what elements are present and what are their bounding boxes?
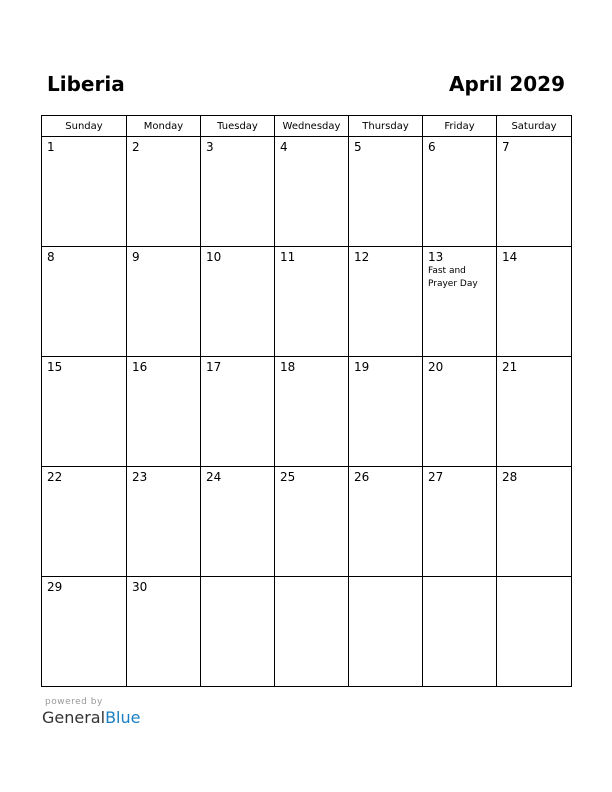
day-cell — [127, 247, 201, 357]
day-cell — [349, 357, 423, 467]
day-number: 21 — [502, 360, 518, 374]
day-number — [497, 577, 571, 580]
day-number: 4 — [280, 140, 288, 154]
week-row — [42, 247, 572, 357]
day-number: 25 — [280, 470, 296, 484]
day-number: 10 — [206, 250, 222, 264]
day-number: 29 — [47, 580, 63, 594]
day-number: 11 — [280, 250, 296, 264]
day-number: 16 — [132, 360, 148, 374]
day-cell — [275, 357, 349, 467]
weekday-sunday: Sunday — [42, 116, 127, 137]
day-number: 7 — [502, 140, 510, 154]
week-row — [42, 577, 572, 687]
day-number: 5 — [354, 140, 362, 154]
day-cell — [127, 467, 201, 577]
day-number: 3 — [206, 140, 214, 154]
day-number — [201, 577, 274, 580]
day-cell — [349, 247, 423, 357]
day-number — [275, 577, 348, 580]
day-number: 30 — [132, 580, 148, 594]
day-cell — [42, 577, 127, 687]
day-number: 22 — [47, 470, 63, 484]
brand-general-text: General — [42, 708, 106, 727]
day-number: 13 — [428, 250, 444, 264]
day-number: 1 — [47, 140, 55, 154]
day-number: 19 — [354, 360, 370, 374]
day-number: 24 — [206, 470, 222, 484]
day-cell — [497, 467, 572, 577]
day-number: 14 — [502, 250, 518, 264]
day-number: 15 — [47, 360, 63, 374]
day-cell — [201, 137, 275, 247]
day-cell — [423, 357, 497, 467]
day-cell — [275, 577, 349, 687]
day-cell — [201, 467, 275, 577]
day-number: 8 — [47, 250, 55, 264]
holiday-event: Fast and Prayer Day — [428, 266, 478, 289]
country-title: Liberia — [47, 72, 125, 96]
month-year-title: April 2029 — [449, 72, 565, 96]
day-number: 9 — [132, 250, 140, 264]
weekday-monday: Monday — [127, 116, 201, 137]
generalblue-logo[interactable] — [42, 708, 140, 728]
day-cell — [497, 357, 572, 467]
weekday-saturday: Saturday — [497, 116, 572, 137]
day-cell — [349, 137, 423, 247]
day-number: 2 — [132, 140, 140, 154]
day-cell — [275, 247, 349, 357]
day-number: 27 — [428, 470, 444, 484]
day-cell — [497, 577, 572, 687]
day-cell — [497, 247, 572, 357]
weekday-friday: Friday — [423, 116, 497, 137]
day-cell — [127, 577, 201, 687]
day-cell — [127, 357, 201, 467]
weekday-wednesday: Wednesday — [275, 116, 349, 137]
week-row — [42, 137, 572, 247]
day-cell — [201, 357, 275, 467]
day-cell — [275, 137, 349, 247]
day-cell — [497, 137, 572, 247]
day-number — [423, 577, 496, 580]
day-number: 26 — [354, 470, 370, 484]
day-number: 12 — [354, 250, 370, 264]
day-number: 6 — [428, 140, 436, 154]
day-cell — [42, 467, 127, 577]
calendar-grid — [41, 115, 572, 687]
day-cell — [201, 247, 275, 357]
week-row — [42, 467, 572, 577]
weekday-header-row — [42, 116, 572, 137]
weekday-tuesday: Tuesday — [201, 116, 275, 137]
brand-blue-text: Blue — [105, 708, 141, 727]
day-cell — [349, 577, 423, 687]
day-number: 18 — [280, 360, 296, 374]
day-cell — [423, 247, 497, 357]
day-number: 23 — [132, 470, 148, 484]
weekday-thursday: Thursday — [349, 116, 423, 137]
day-number — [349, 577, 422, 580]
day-number: 28 — [502, 470, 518, 484]
day-cell — [42, 357, 127, 467]
day-cell — [423, 137, 497, 247]
day-cell — [423, 577, 497, 687]
day-cell — [423, 467, 497, 577]
powered-by-label: powered by — [45, 697, 103, 707]
day-cell — [42, 137, 127, 247]
day-cell — [201, 577, 275, 687]
day-number: 20 — [428, 360, 444, 374]
day-cell — [127, 137, 201, 247]
day-cell — [349, 467, 423, 577]
week-row — [42, 357, 572, 467]
day-number: 17 — [206, 360, 222, 374]
day-cell — [42, 247, 127, 357]
day-cell — [275, 467, 349, 577]
